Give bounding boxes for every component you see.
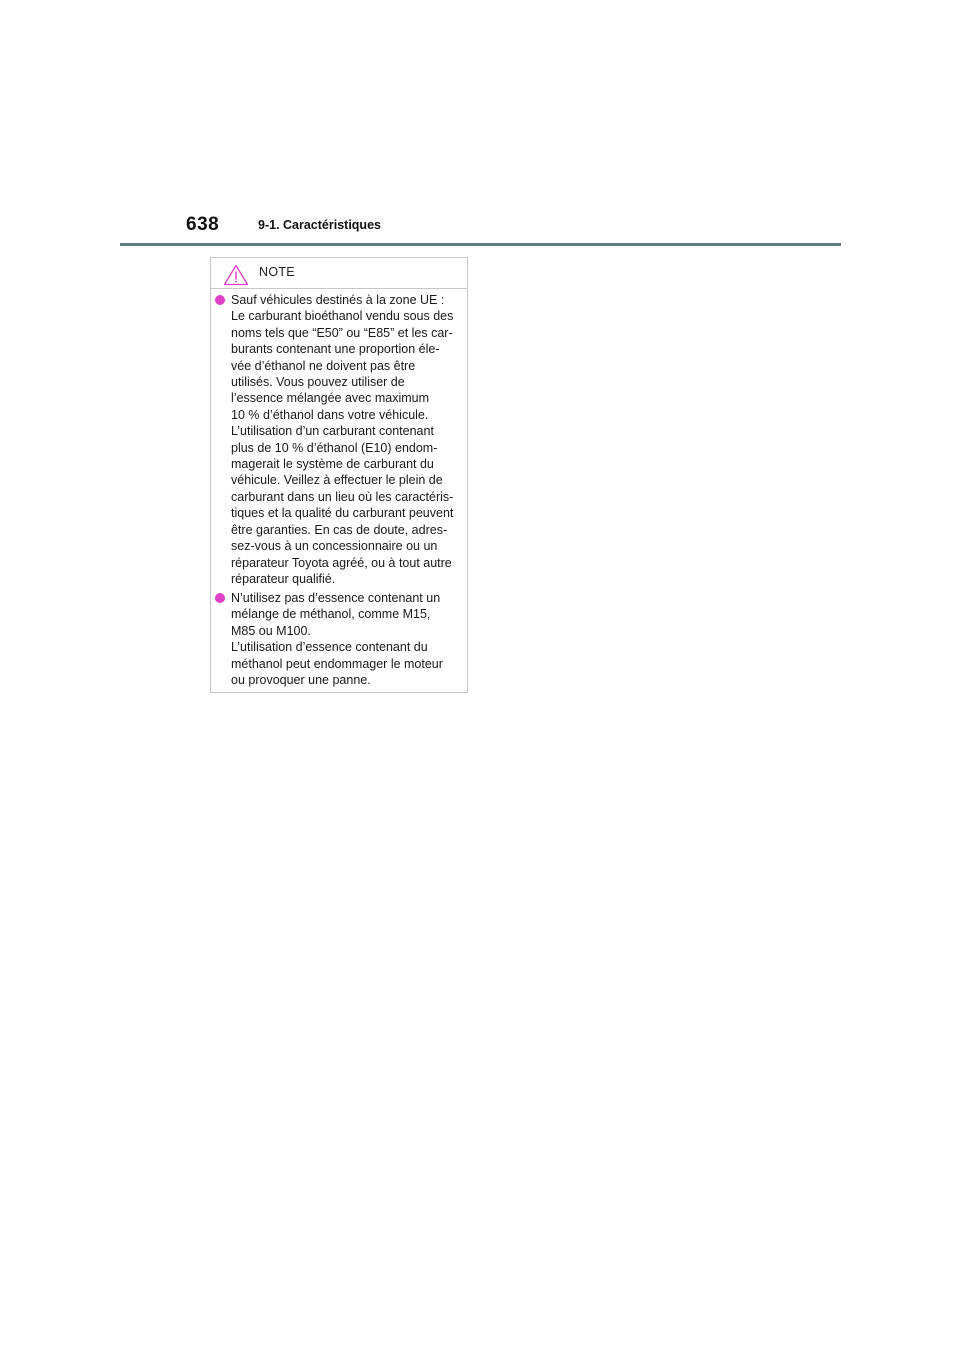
note-line: l’essence mélangée avec maximum [231, 391, 430, 406]
page-number: 638 [186, 214, 220, 235]
note-line: tiques et la qualité du carburant peuvent [231, 506, 454, 521]
note-line: sez-vous à un concessionnaire ou un [231, 539, 438, 554]
note-line: mélange de méthanol, comme M15, [231, 607, 431, 622]
note-line: magerait le système de carburant du [231, 457, 434, 472]
note-line: noms tels que “E50” ou “E85” et les car- [231, 325, 453, 340]
note-line: carburant dans un lieu où les caractéris- [231, 489, 454, 504]
bullet-icon [215, 593, 225, 603]
note-line: réparateur qualifié. [231, 571, 336, 586]
note-line: méthanol peut endommager le moteur [231, 656, 443, 671]
note-line: N’utilisez pas d’essence contenant un [231, 591, 441, 605]
note-item [211, 292, 481, 587]
bullet-icon [215, 295, 225, 305]
note-line: L’utilisation d’essence contenant du [231, 640, 428, 655]
note-line: utilisés. Vous pouvez utiliser de [231, 375, 405, 390]
note-line: 10 % d’éthanol dans votre véhicule. [231, 407, 429, 422]
note-line: Sauf véhicules destinés à la zone UE : [231, 293, 445, 307]
header-divider [120, 243, 841, 246]
note-line: vée d’éthanol ne doivent pas être [231, 358, 416, 373]
section-title: 9-1. Caractéristiques [258, 218, 381, 232]
note-line: ou provoquer une panne. [231, 673, 371, 688]
note-box [210, 257, 468, 693]
note-line: véhicule. Veillez à effectuer le plein de [231, 473, 443, 488]
note-line: être garanties. En cas de doute, adres- [231, 522, 448, 537]
note-line: L’utilisation d’un carburant contenant [231, 424, 434, 439]
note-header [211, 258, 467, 289]
note-line: M85 ou M100. [231, 623, 311, 638]
note-title: NOTE [259, 265, 295, 279]
note-line: burants contenant une proportion éle- [231, 342, 440, 357]
note-item [211, 590, 481, 688]
warning-triangle-icon [223, 264, 249, 286]
note-line: réparateur Toyota agréé, ou à tout autre [231, 555, 452, 570]
note-line: Le carburant bioéthanol vendu sous des [231, 309, 454, 324]
note-line: plus de 10 % d’éthanol (E10) endom- [231, 440, 438, 455]
